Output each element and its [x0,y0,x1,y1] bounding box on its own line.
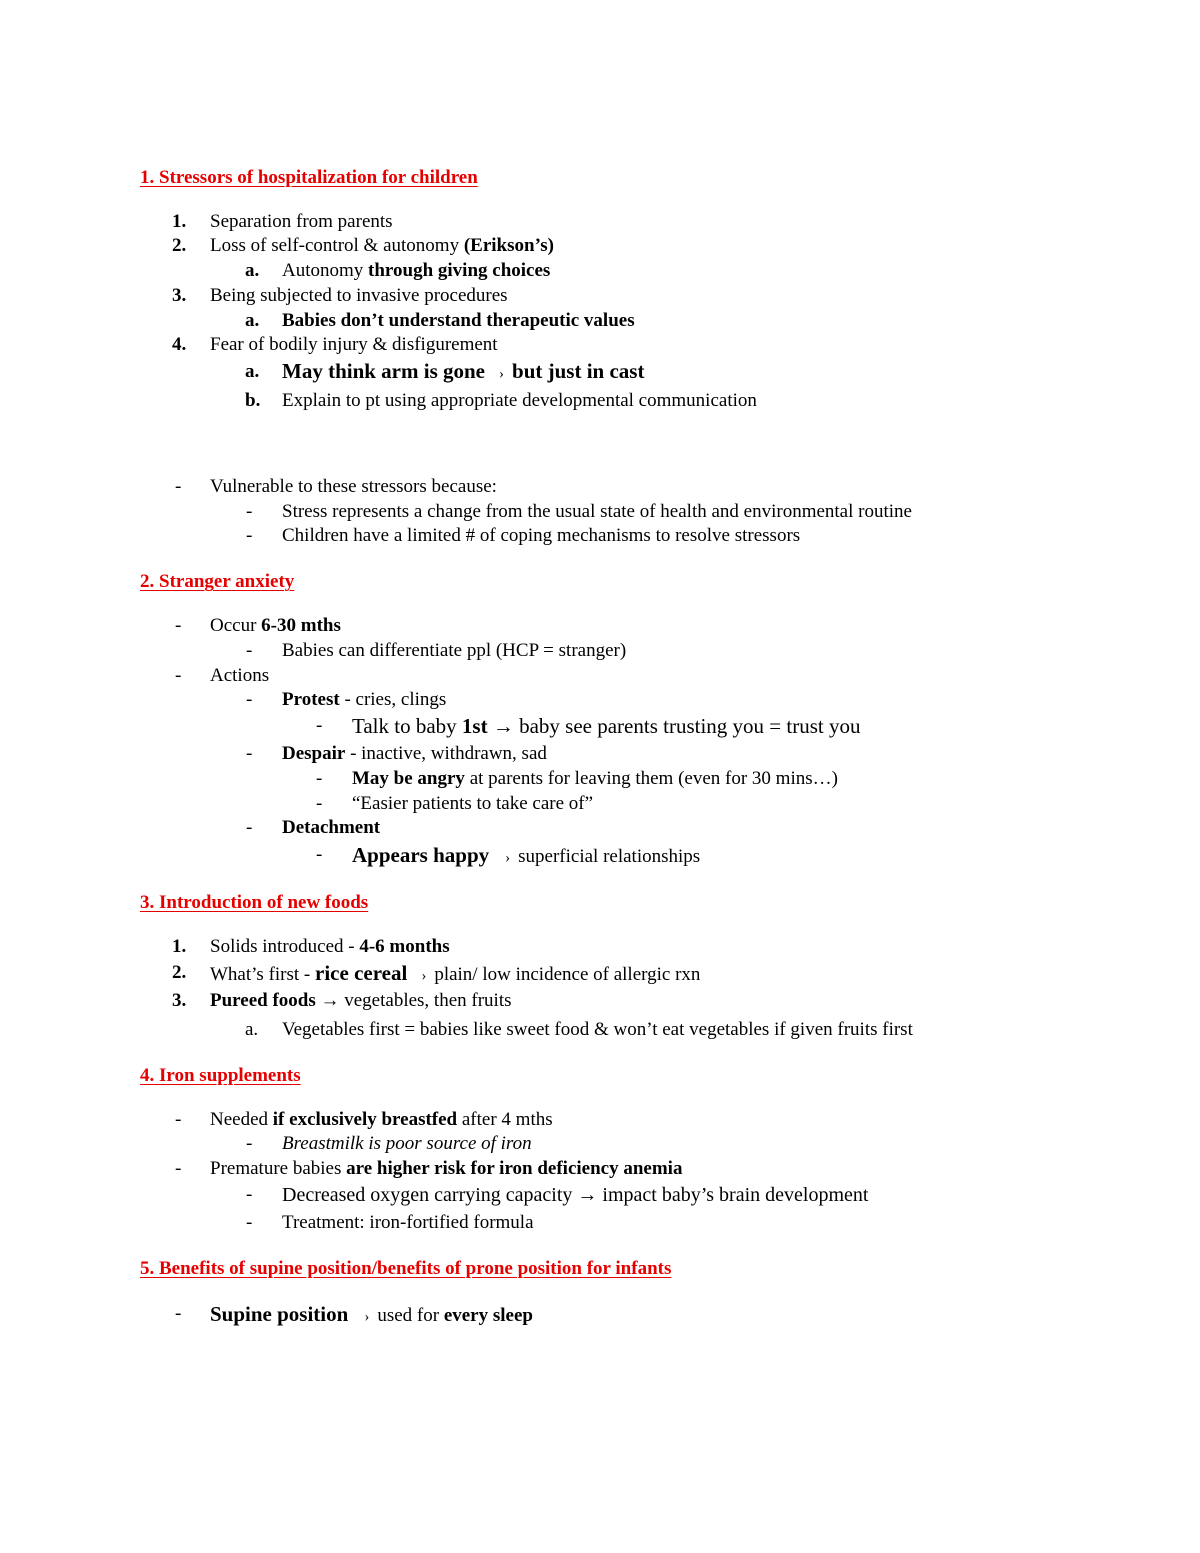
list-item: Separation from parents [210,211,393,232]
list-item: Decreased oxygen carrying capacity → impact baby’s brain development [282,1184,869,1206]
list-item: Protest - cries, clings [282,689,447,710]
list-item: Children have a limited # of coping mechanisms to resolve stressors [282,525,801,546]
bullet-dash: - [246,501,253,522]
list-item: Loss of self-control & autonomy (Erikson’s) [210,235,554,256]
list-item: May be angry at parents for leaving them (even for 30 mins…) [352,768,838,789]
list-marker: 1. [172,211,187,232]
list-item: Babies don’t understand therapeutic values [282,310,635,331]
list-item: Talk to baby 1st → baby see parents trusting you = trust you [352,714,861,738]
bullet-dash: - [246,1184,253,1205]
bullet-dash: - [316,844,323,865]
list-item: Fear of bodily injury & disfigurement [210,334,498,355]
list-item: May think arm is gone › but just in cast [282,359,645,383]
bullet-dash: - [246,525,253,546]
list-marker: 4. [172,334,187,355]
bullet-dash: - [316,793,323,814]
list-marker: 3. [172,285,187,306]
list-marker: 1. [172,936,187,957]
list-item: Treatment: iron-fortified formula [282,1212,534,1233]
bullet-dash: - [175,615,182,636]
list-marker: b. [245,390,261,411]
list-item: Appears happy › superficial relationships [352,843,701,867]
section-5-heading: 5. Benefits of supine position/benefits of prone position for infants [140,1258,672,1279]
list-item: Breastmilk is poor source of iron [282,1133,532,1154]
bullet-dash: - [246,817,253,838]
list-marker: a. [245,1019,259,1040]
list-item: Actions [210,665,270,686]
section-2-heading: 2. Stranger anxiety [140,571,295,592]
bullet-dash: - [175,665,182,686]
list-item: Babies can differentiate ppl (HCP = stranger) [282,640,627,661]
list-marker: a. [245,310,260,331]
bullet-dash: - [175,1158,182,1179]
section-4-heading: 4. Iron supplements [140,1065,301,1086]
arrow-icon: › [499,366,505,382]
list-item: Detachment [282,817,381,838]
list-marker: 2. [172,962,187,983]
bullet-dash: - [316,715,323,736]
bullet-dash: - [175,476,182,497]
list-item: Needed if exclusively breastfed after 4 mths [210,1109,553,1130]
bullet-dash: - [316,768,323,789]
bullet-dash: - [246,1133,253,1154]
list-item: Being subjected to invasive procedures [210,285,508,306]
bullet-dash: - [175,1303,182,1324]
list-marker: a. [245,361,260,382]
list-item: What’s first - rice cereal › plain/ low incidence of allergic rxn [210,961,701,985]
bullet-dash: - [246,689,253,710]
list-marker: 3. [172,990,187,1011]
section-1-heading: 1. Stressors of hospitalization for children [140,167,478,188]
arrow-icon: › [505,850,511,866]
list-item: Despair - inactive, withdrawn, sad [282,743,547,764]
list-item: “Easier patients to take care of” [352,793,594,814]
list-item: Autonomy through giving choices [282,260,551,281]
list-item: Stress represents a change from the usual state of health and environmental routine [282,501,912,522]
bullet-dash: - [246,1212,253,1233]
list-item: Premature babies are higher risk for iron deficiency anemia [210,1158,683,1179]
bullet-dash: - [246,743,253,764]
list-item: Solids introduced - 4-6 months [210,936,450,957]
list-marker: a. [245,260,260,281]
list-item: Explain to pt using appropriate developmental communication [282,390,757,411]
list-item: Pureed foods → vegetables, then fruits [210,990,512,1011]
bullet-dash: - [246,640,253,661]
list-marker: 2. [172,235,187,256]
list-item: Occur 6-30 mths [210,615,341,636]
list-item: Supine position › used for every sleep [210,1302,533,1326]
arrow-icon: › [421,968,427,984]
bullet-dash: - [175,1109,182,1130]
list-item: Vegetables first = babies like sweet food & won’t eat vegetables if given fruits first [282,1019,913,1040]
vulnerable-intro: Vulnerable to these stressors because: [210,476,497,497]
section-3-heading: 3. Introduction of new foods [140,892,369,913]
arrow-icon: › [364,1309,370,1325]
